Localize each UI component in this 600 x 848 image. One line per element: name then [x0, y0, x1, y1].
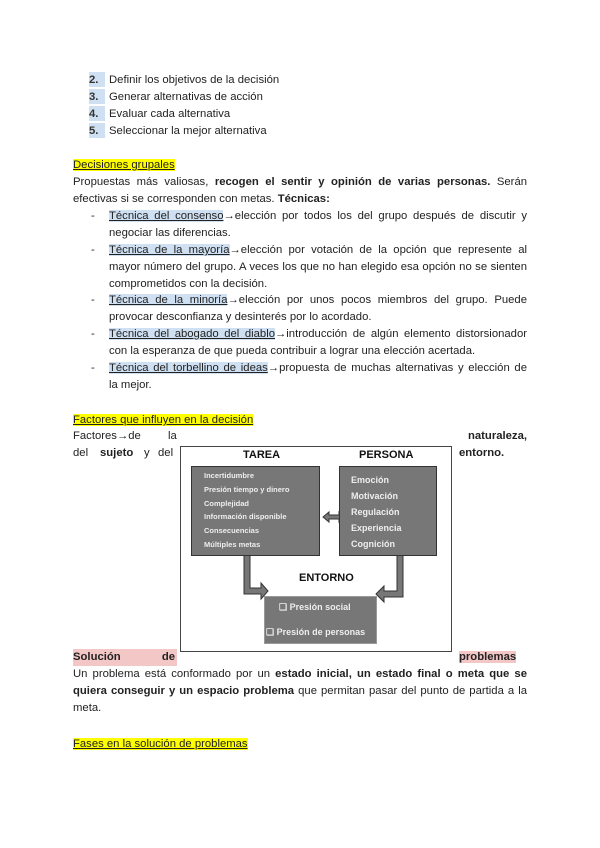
technique-desc: →elección por unos pocos miembros del grupo. Puede [227, 294, 527, 306]
technique-item [109, 292, 527, 309]
technique-item [109, 208, 527, 225]
persona-title: PERSONA [359, 449, 414, 461]
technique-name: Técnica del torbellino de ideas [109, 362, 268, 374]
entorno-box: ❏ Presión social ❏ Presión de personas [264, 596, 377, 644]
document-page: 2. Definir los objetivos de la decisión 3. Generar alternativas de acción 4. Evaluar cada alternativa 5. Seleccionar la mejor alternativa Decisiones grupales Propuestas más valiosas, recogen el sentir y opinión de varias personas. Serán efectivas si se corresponden con metas. Técnicas: - Técnica del consenso→elección por todos los del grupo después de discutir y negociar las diferencias. - Técnica de la mayoría→elección por votación de la opción que represente al mayor número del grupo. A veces los que no han elegido esa opción no se sienten comprometidos con la decisión. - Técnica de la minoría→elección por unos pocos miembros del grupo. Puede provocar desconfianza y desinterés por lo acordado. - Técnica del abogado del diablo→introducción de algún elemento distorsionador con la esperanza de que pueda contribuir a lograr una elección acertada. - Técnica del torbellino de ideas→propuesta de muchas alternativas y elección de la mejor. Factores que influyen en la decisión Factores→de la naturaleza, del sujeto y del entorno. TAREA PERSONA ENTORNO Incertidumbre Presión tiempo y dinero Complejidad Información disponible Consecuencias Múltiples metas Emoción Motivación Regulación Experiencia Cognición ❏ Presión social ❏ Presión de personas Solución de problemas Un problema está conformado por un estado inicial, un estado final o meta que se quiera conseguir y un espacio problema que permitan pasar del punto de partida a la meta. Fases en la solución de problemas [0, 0, 600, 848]
technique-name: Técnica de la mayoría [109, 244, 230, 256]
text: Propuestas más valiosas, [73, 176, 209, 188]
text: del sujeto y del [73, 447, 174, 459]
persona-item: Cognición [351, 539, 395, 549]
text: Serán [496, 176, 528, 188]
section-heading: problemas [459, 651, 517, 663]
section-heading: Solución de [73, 649, 177, 666]
bold-text: recogen el sentir y opinión de varias personas. [214, 176, 491, 188]
entorno-item: Presión social [289, 602, 351, 612]
tarea-box [191, 466, 320, 556]
step-text: Seleccionar la mejor alternativa [109, 125, 267, 137]
technique-desc: negociar las diferencias. [109, 227, 231, 239]
technique-desc: provocar desconfianza y desinterés por lo acordado. [109, 311, 372, 323]
tarea-item: Múltiples metas [204, 539, 261, 549]
decision-factors-diagram [180, 446, 452, 652]
step-number: 3. [89, 89, 105, 104]
persona-item: Regulación [351, 507, 400, 517]
persona-item: Experiencia [351, 523, 402, 533]
step-text: Generar alternativas de acción [109, 91, 263, 103]
text: efectivas si se corresponden con metas. [73, 193, 275, 205]
technique-desc: →elección por votación de la opción que represente al [229, 244, 527, 256]
persona-item: Emoción [351, 475, 390, 485]
technique-desc: →propuesta de muchas alternativas y elección de [267, 362, 527, 374]
text: naturaleza, [467, 430, 527, 442]
paragraph-line [73, 174, 527, 191]
technique-desc: la mejor. [109, 379, 152, 391]
tarea-item: Incertidumbre [204, 471, 255, 480]
technique-desc: mayor número del grupo. A veces los que no han elegido esa opción no se sienten [109, 261, 527, 273]
step-number: 4. [89, 106, 105, 121]
tarea-title: TAREA [243, 449, 281, 461]
paragraph-line: efectivas si se corresponden con metas. Técnicas: [73, 193, 330, 205]
entorno-title: ENTORNO [299, 572, 354, 584]
technique-item [109, 242, 527, 259]
tarea-item: Complejidad [204, 498, 250, 508]
technique-desc: →introducción de algún elemento distorsionador [275, 328, 527, 340]
persona-box [339, 466, 437, 556]
step-number: 2. [89, 72, 105, 87]
technique-name: Técnica del abogado del diablo [109, 328, 275, 340]
technique-item [109, 360, 527, 377]
entorno-item: Presión de personas [276, 627, 366, 637]
technique-desc: comprometidos con la decisión. [109, 278, 268, 290]
technique-name: Técnica de la minoría [109, 294, 228, 306]
bold-text: Técnicas [277, 193, 327, 205]
technique-item [109, 326, 527, 343]
technique-desc: con la esperanza de que pueda contribuir a lograr una elección acertada. [109, 345, 476, 357]
paragraph-line: meta. [73, 702, 102, 714]
tarea-item: Consecuencias [204, 526, 260, 536]
text: Factores→de la [73, 430, 177, 442]
step-text: Definir los objetivos de la decisión [109, 74, 280, 86]
tarea-item: Información disponible [204, 512, 287, 522]
text: entorno. [459, 447, 505, 459]
section-heading: Fases en la solución de problemas [73, 738, 248, 750]
section-heading: Factores que influyen en la decisión [73, 414, 254, 426]
step-number: 5. [89, 123, 105, 138]
tarea-item: Presión tiempo y dinero [204, 484, 290, 494]
paragraph-line: Un problema está conformado por un estado inicial, un estado final o meta que se [73, 668, 527, 680]
technique-name: Técnica del consenso [109, 210, 224, 222]
technique-desc: →elección por todos los del grupo después de discutir y [223, 210, 527, 222]
paragraph-line: quiera conseguir y un espacio problema que permitan pasar del punto de partida a la [73, 685, 527, 697]
section-heading: Decisiones grupales [73, 159, 175, 171]
step-text: Evaluar cada alternativa [109, 108, 231, 120]
persona-item: Motivación [351, 491, 399, 501]
